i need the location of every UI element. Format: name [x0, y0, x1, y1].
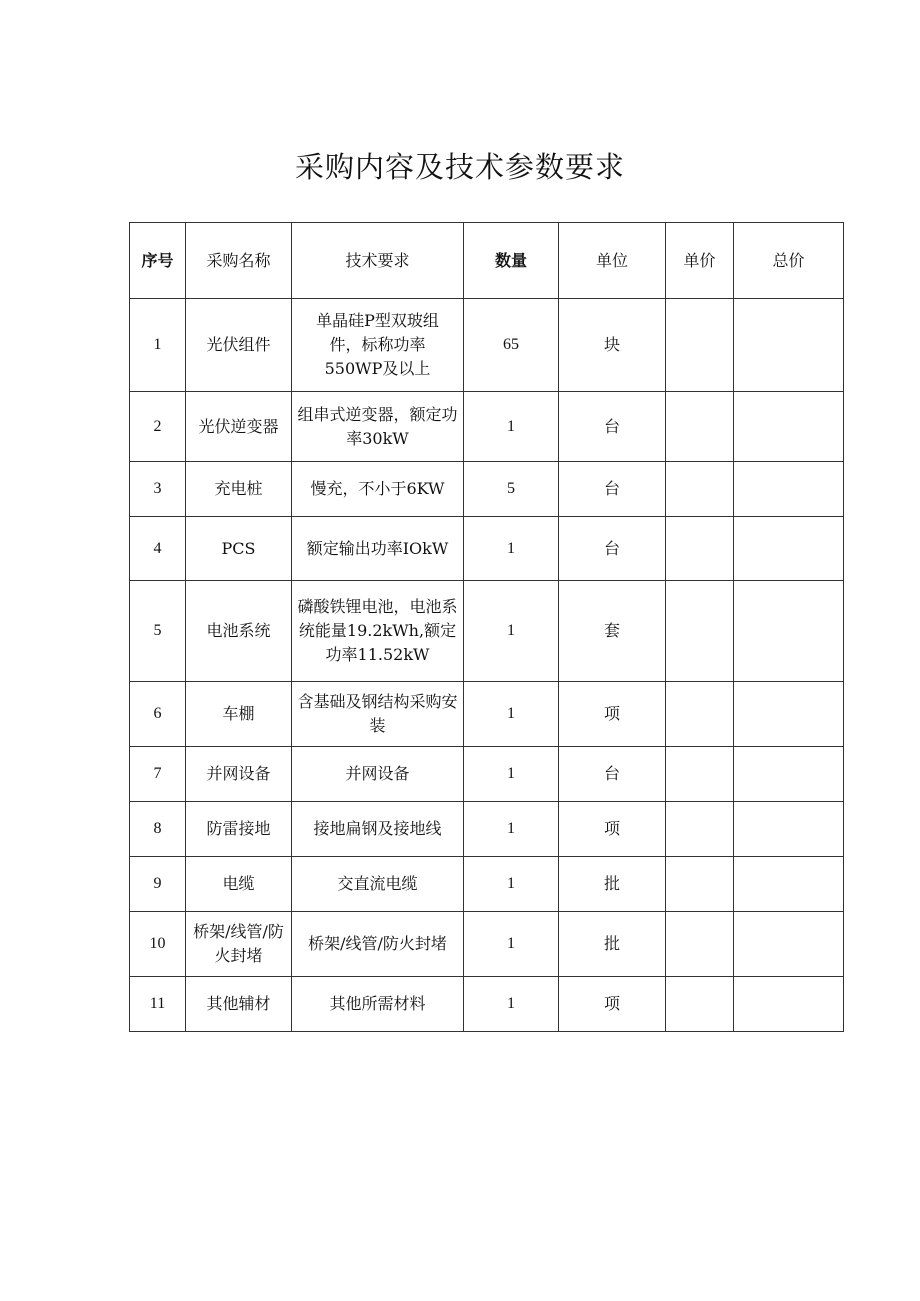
row-qty: 1	[464, 802, 559, 857]
row-name	[186, 977, 292, 1032]
row-unit-price	[666, 747, 734, 802]
row-unit-price	[666, 517, 734, 581]
row-index: 5	[130, 581, 186, 682]
row-total-price	[734, 802, 844, 857]
row-tech-text: 磷酸铁锂电池，电池系统能量19.2kWh,额定功率11.52kW	[297, 597, 458, 664]
row-qty: 1	[464, 747, 559, 802]
row-total-price	[734, 977, 844, 1032]
row-total-price	[734, 857, 844, 912]
row-unit-price	[666, 977, 734, 1032]
table-body	[130, 299, 844, 1032]
row-unit: 套	[559, 581, 666, 682]
row-tech	[292, 977, 464, 1032]
row-unit: 台	[559, 392, 666, 462]
row-index: 2	[130, 392, 186, 462]
row-name-text: 充电桩	[214, 479, 263, 498]
row-unit-price	[666, 682, 734, 747]
row-tech-text: 交直流电缆	[337, 874, 418, 893]
row-qty: 1	[464, 581, 559, 682]
row-unit: 项	[559, 977, 666, 1032]
row-index: 9	[130, 857, 186, 912]
row-name	[186, 517, 292, 581]
row-tech	[292, 299, 464, 392]
row-tech-text: 接地扁钢及接地线	[313, 819, 442, 838]
row-index: 8	[130, 802, 186, 857]
row-unit: 批	[559, 857, 666, 912]
row-index: 4	[130, 517, 186, 581]
row-qty: 1	[464, 857, 559, 912]
row-total-price	[734, 392, 844, 462]
header-index: 序号	[130, 223, 186, 299]
row-tech-text: 桥架/线管/防火封堵	[308, 934, 447, 953]
row-tech-text: 额定输出功率IOkW	[306, 538, 449, 558]
row-tech	[292, 857, 464, 912]
row-tech-text: 组串式逆变器，额定功率30kW	[297, 404, 458, 448]
row-total-price	[734, 912, 844, 977]
row-tech	[292, 581, 464, 682]
row-qty: 1	[464, 392, 559, 462]
row-unit: 项	[559, 682, 666, 747]
table-row	[130, 462, 844, 517]
row-name	[186, 392, 292, 462]
procurement-table	[129, 222, 844, 1032]
table-row	[130, 517, 844, 581]
header-row	[130, 223, 844, 299]
table-row	[130, 912, 844, 977]
row-tech-text: 慢充，不小于6KW	[310, 479, 445, 498]
row-tech-text: 含基础及钢结构采购安装	[297, 692, 458, 735]
row-tech	[292, 802, 464, 857]
row-index: 7	[130, 747, 186, 802]
row-total-price	[734, 462, 844, 517]
page-title: 采购内容及技术参数要求	[294, 150, 625, 184]
row-unit: 批	[559, 912, 666, 977]
row-name-text: 光伏逆变器	[198, 416, 279, 436]
row-name	[186, 857, 292, 912]
row-index: 10	[130, 912, 186, 977]
row-qty: 1	[464, 682, 559, 747]
row-unit-price	[666, 857, 734, 912]
table-row	[130, 392, 844, 462]
row-tech-text: 并网设备	[345, 764, 410, 783]
row-name	[186, 747, 292, 802]
row-tech-text: 单晶硅P型双玻组件，标称功率550WP及以上	[316, 311, 439, 378]
row-tech	[292, 517, 464, 581]
table-row	[130, 581, 844, 682]
row-qty: 65	[464, 299, 559, 392]
row-total-price	[734, 682, 844, 747]
table-row	[130, 977, 844, 1032]
row-name	[186, 581, 292, 682]
row-total-price	[734, 517, 844, 581]
row-unit-price	[666, 912, 734, 977]
row-unit-price	[666, 392, 734, 462]
table-row	[130, 682, 844, 747]
row-total-price	[734, 581, 844, 682]
row-total-price	[734, 747, 844, 802]
table-row	[130, 299, 844, 392]
row-name-text: 桥架/线管/防火封堵	[193, 922, 284, 965]
row-name-text: 光伏组件	[206, 335, 271, 354]
row-unit: 块	[559, 299, 666, 392]
row-name-text: 其他辅材	[206, 994, 271, 1013]
row-tech	[292, 747, 464, 802]
row-index: 6	[130, 682, 186, 747]
row-tech-text: 其他所需材料	[329, 994, 426, 1013]
header-unit-price: 单价	[666, 223, 734, 299]
header-tech: 技术要求	[292, 223, 464, 299]
row-tech	[292, 392, 464, 462]
row-name-text: PCS	[221, 538, 256, 558]
table-row	[130, 802, 844, 857]
header-qty: 数量	[464, 223, 559, 299]
row-qty: 1	[464, 912, 559, 977]
row-unit-price	[666, 299, 734, 392]
row-name	[186, 802, 292, 857]
table-row	[130, 747, 844, 802]
row-name-text: 电缆	[222, 874, 255, 893]
row-name-text: 防雷接地	[206, 819, 271, 838]
row-qty: 5	[464, 462, 559, 517]
row-qty: 1	[464, 517, 559, 581]
row-qty: 1	[464, 977, 559, 1032]
row-name-text: 电池系统	[206, 621, 271, 640]
row-unit-price	[666, 581, 734, 682]
row-tech	[292, 912, 464, 977]
row-index: 11	[130, 977, 186, 1032]
row-tech	[292, 682, 464, 747]
row-unit-price	[666, 462, 734, 517]
row-name-text: 车棚	[222, 704, 255, 723]
row-unit-price	[666, 802, 734, 857]
row-index: 1	[130, 299, 186, 392]
row-total-price	[734, 299, 844, 392]
row-unit: 台	[559, 462, 666, 517]
row-unit: 台	[559, 517, 666, 581]
row-index: 3	[130, 462, 186, 517]
header-name: 采购名称	[186, 223, 292, 299]
row-name	[186, 299, 292, 392]
row-name	[186, 912, 292, 977]
row-name	[186, 682, 292, 747]
row-name	[186, 462, 292, 517]
row-tech	[292, 462, 464, 517]
header-total-price: 总价	[734, 223, 844, 299]
row-unit: 项	[559, 802, 666, 857]
row-name-text: 并网设备	[206, 764, 271, 783]
row-unit: 台	[559, 747, 666, 802]
table-row	[130, 857, 844, 912]
header-unit: 单位	[559, 223, 666, 299]
